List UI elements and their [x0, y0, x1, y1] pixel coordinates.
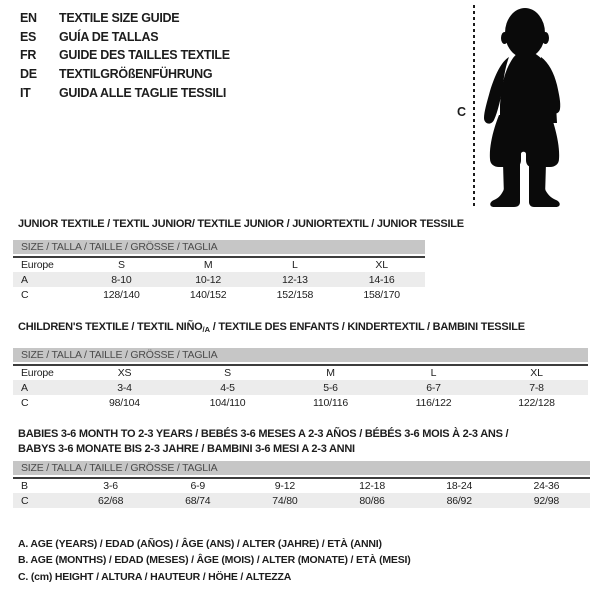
legend-line-b: B. AGE (MONTHS) / EDAD (MESES) / ÂGE (MOIS) / ALTER (MONATE) / ETÀ (MESI) [18, 554, 411, 567]
lang-row-de [20, 65, 230, 84]
size-value-cell: 6-9 [190, 480, 206, 492]
size-value-cell: 4-5 [220, 381, 235, 394]
size-value-cell: 12-13 [281, 273, 308, 286]
section-title-children [18, 321, 588, 336]
title-line-2: BABYS 3-6 MONATE BIS 2-3 JAHRE / BAMBINI 3-6 MESI A 2-3 ANNI [18, 443, 355, 455]
size-value-cell: 5-6 [323, 381, 338, 394]
guide-title: TEXTILE SIZE GUIDE [59, 11, 180, 25]
size-value-cell: 128/140 [103, 288, 140, 301]
size-value-cell: 14-16 [368, 273, 395, 286]
row-label: C [21, 494, 29, 507]
size-bar: SIZE / TALLA / TAILLE / GRÖSSE / TAGLIA [13, 240, 425, 254]
measure-legend [18, 536, 411, 585]
guide-title: GUÍA DE TALLAS [59, 29, 159, 44]
size-value-cell: 68/74 [185, 494, 211, 507]
legend-line-c: C. (cm) HEIGHT / ALTURA / HAUTEUR / HÖHE / ALTEZZA [18, 570, 292, 583]
children-size-table [13, 364, 588, 410]
size-value-cell: 8-10 [111, 273, 132, 286]
lang-row-es [20, 28, 230, 47]
guide-title: GUIDA ALLE TAGLIE TESSILI [59, 85, 227, 100]
size-value-cell: 80/86 [359, 494, 385, 507]
row-label: C [21, 396, 29, 409]
row-label: A [21, 381, 28, 394]
lang-row-en [20, 9, 230, 28]
title-text: / TEXTILE DES ENFANTS / KINDERTEXTIL / BAMBINI TESSILE [209, 321, 525, 333]
lang-code: IT [20, 85, 31, 100]
size-bar: SIZE / TALLA / TAILLE / GRÖSSE / TAGLIA [13, 348, 588, 362]
section-children-textile [13, 321, 588, 410]
size-value-cell: 92/98 [533, 494, 560, 507]
size-value-cell: 62/68 [97, 494, 124, 507]
lang-code: FR [20, 48, 37, 63]
baby-height-figure [452, 4, 572, 210]
lang-code: DE [20, 67, 37, 82]
table-header-row [13, 365, 588, 380]
size-value-cell: 122/128 [518, 396, 555, 409]
size-column-header: XL [375, 259, 388, 271]
size-column-header: M [203, 259, 213, 271]
row-label: C [21, 288, 29, 301]
region-header: Europe [21, 259, 54, 271]
babies-size-table [13, 477, 590, 508]
lang-row-fr [20, 46, 230, 65]
size-value-cell: 74/80 [272, 494, 298, 507]
title-subscript: /A [202, 325, 210, 334]
junior-size-table [13, 256, 425, 302]
table-row [13, 287, 425, 302]
lang-code: EN [20, 11, 37, 25]
size-value-cell: 116/122 [415, 396, 452, 409]
size-column-header: XL [530, 367, 543, 379]
section-title-babies [18, 427, 590, 457]
size-value-cell: 9-12 [274, 480, 295, 492]
table-row [13, 272, 425, 287]
size-column-header: S [224, 367, 231, 379]
size-value-cell: 7-8 [529, 381, 544, 394]
size-bar: SIZE / TALLA / TAILLE / GRÖSSE / TAGLIA [13, 461, 590, 475]
size-value-cell: 98/104 [109, 396, 140, 409]
size-column-header: L [430, 367, 437, 379]
table-row [13, 478, 590, 493]
size-column-header: XS [117, 367, 132, 379]
table-row [13, 380, 588, 395]
table-row [13, 493, 590, 508]
size-value-cell: 152/158 [276, 288, 314, 301]
title-text: CHILDREN'S TEXTILE / TEXTIL NIÑO [18, 321, 203, 333]
title-line-1: BABIES 3-6 MONTH TO 2-3 YEARS / BEBÉS 3-6 MESES A 2-3 AÑOS / BÉBÉS 3-6 MOIS À 2-3 ANS / [18, 428, 509, 440]
legend-line-a: A. AGE (YEARS) / EDAD (AÑOS) / ÂGE (ANS) / ALTER (JAHRE) / ETÀ (ANNI) [18, 538, 382, 550]
size-value-cell: 24-36 [533, 480, 560, 492]
size-value-cell: 140/152 [189, 288, 227, 301]
section-title-junior: JUNIOR TEXTILE / TEXTIL JUNIOR/ TEXTILE JUNIOR / JUNIORTEXTIL / JUNIOR TESSILE [18, 218, 464, 230]
table-header-row [13, 257, 425, 272]
size-value-cell: 110/116 [313, 396, 348, 409]
row-label: B [21, 480, 28, 492]
height-measure-label: C [457, 105, 467, 119]
section-junior-textile [13, 218, 464, 302]
size-value-cell: 3-6 [103, 480, 118, 492]
region-header: Europe [21, 367, 54, 379]
lang-code: ES [20, 29, 37, 44]
height-dashed-line [473, 5, 475, 208]
size-column-header: S [117, 259, 125, 271]
table-row [13, 395, 588, 410]
size-value-cell: 10-12 [195, 273, 222, 286]
guide-title: GUIDE DES TAILLES TEXTILE [59, 48, 230, 63]
size-value-cell: 158/170 [363, 288, 400, 301]
lang-row-it [20, 84, 230, 103]
section-babies-textile [13, 427, 590, 508]
baby-silhouette-icon [479, 5, 570, 209]
size-column-header: M [326, 367, 335, 379]
size-value-cell: 12-18 [359, 480, 385, 492]
row-label: A [21, 273, 28, 286]
size-column-header: L [292, 259, 298, 271]
size-value-cell: 3-4 [117, 381, 132, 394]
size-value-cell: 86/92 [446, 494, 472, 507]
size-value-cell: 104/110 [209, 396, 246, 409]
language-title-list [20, 9, 230, 103]
size-value-cell: 18-24 [446, 480, 473, 492]
size-value-cell: 6-7 [426, 381, 441, 394]
guide-title: TEXTILGRÖßENFÜHRUNG [59, 67, 213, 82]
